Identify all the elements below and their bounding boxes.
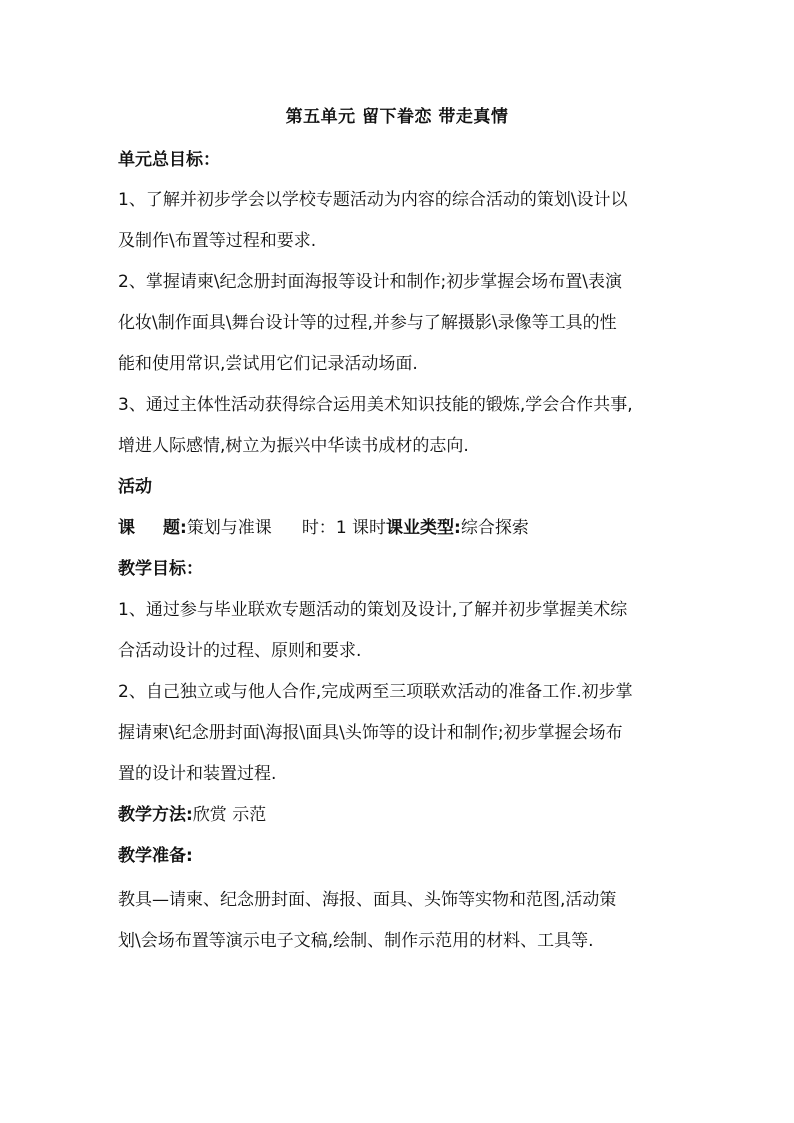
document-title: 第五单元 留下眷恋 带走真情 [285,107,509,127]
unit-goals-heading: 单元总目标： [118,150,220,170]
teaching-goal-2-line-2: 握请柬\纪念册封面\海报\面具\头饰等的设计和制作;初步掌握会场布 [118,723,623,743]
teaching-goal-1-line-2: 合活动设计的过程、原则和要求. [118,641,362,661]
teaching-goal-2-line-3: 置的设计和装置过程. [118,764,277,784]
goal-2-line-2: 化妆\制作面具\舞台设计等的过程,并参与了解摄影\录像等工具的性 [118,313,617,333]
goal-1-line-2: 及制作\布置等过程和要求. [118,231,317,251]
lesson-info-row [118,518,718,538]
prep-heading: 教学准备: [118,846,193,866]
goal-1-line-1: 1、了解并初步学会以学校专题活动为内容的综合活动的策划\设计以 [118,190,628,210]
prep-line-1: 教具—请柬、纪念册封面、海报、面具、头饰等实物和范图,活动策 [118,890,617,910]
goal-3-line-2: 增进人际感情,树立为振兴中华读书成材的志向. [118,436,469,456]
teaching-goal-2-line-1: 2、自己独立或与他人合作,完成两至三项联欢活动的准备工作.初步掌 [118,682,633,702]
lesson-label-b: 题: [163,518,187,538]
goal-3-line-1: 3、通过主体性活动获得综合运用美术知识技能的锻炼,学会合作共事, [118,395,633,415]
goal-2-line-3: 能和使用常识,尝试用它们记录活动场面. [118,354,418,374]
lesson-type-value: 综合探索 [460,518,529,538]
lesson-topic: 策划与准课 [186,518,272,538]
lesson-hours-label: 时： [301,518,336,538]
activity-heading: 活动 [118,477,152,497]
lesson-type-label: 课业类型: [386,518,461,538]
methods-value: 欣赏 示范 [192,805,267,825]
teaching-goal-1-line-1: 1、通过参与毕业联欢专题活动的策划及设计,了解并初步掌握美术综 [118,600,628,620]
lesson-label-a: 课 [118,518,135,538]
methods-row [118,805,718,825]
prep-line-2: 划\会场布置等演示电子文稿,绘制、制作示范用的材料、工具等. [118,931,594,951]
teaching-goals-heading: 教学目标： [118,559,203,579]
methods-label: 教学方法: [118,805,193,825]
goal-2-line-1: 2、掌握请柬\纪念册封面海报等设计和制作;初步掌握会场布置\表演 [118,272,622,292]
lesson-hours-value: 1 课时 [335,518,387,538]
